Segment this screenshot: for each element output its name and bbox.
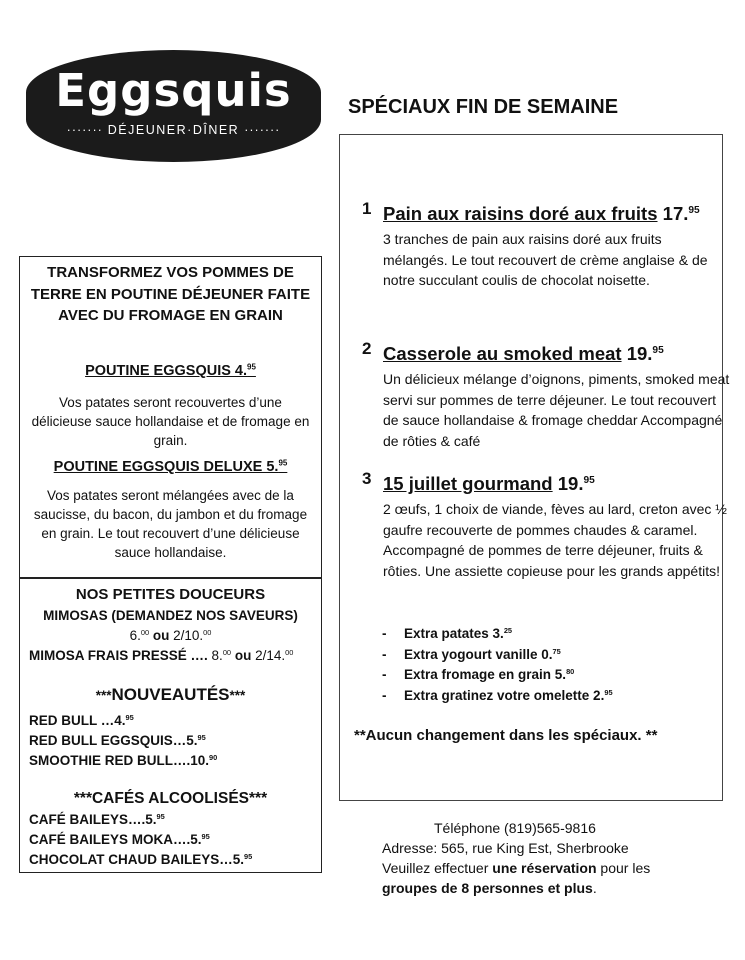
special-name: Pain aux raisins doré aux fruits (383, 203, 658, 224)
extra-item: - Extra patates 3.25 (382, 624, 613, 645)
phone-number: Téléphone (819)565-9816 (434, 820, 596, 836)
poutine-title: POUTINE EGGSQUIS DELUXE 5.95 (53, 458, 288, 475)
special-price: 17. (662, 203, 689, 224)
logo-tagline-text: DÉJEUNER·DÎNER (107, 123, 240, 137)
drinks-box (19, 578, 322, 873)
mimosas-price: 6.00 ou 2/10.00 (129, 627, 212, 643)
drink-item: CAFÉ BAILEYS….5.95 (29, 811, 165, 827)
douceurs-title: NOS PETITES DOUCEURS (75, 586, 266, 603)
poutine-title: POUTINE EGGSQUIS 4.95 (85, 362, 256, 379)
mimosas-line: MIMOSAS (DEMANDEZ NOS SAVEURS) (43, 608, 298, 623)
special-price: 19. (626, 343, 653, 364)
poutine-description: Vos patates seront recouvertes d’une délicieuse sauce hollandaise et de fromage en grain. (31, 395, 310, 448)
drink-item: CAFÉ BAILEYS MOKA….5.95 (29, 831, 210, 847)
special-title (383, 473, 595, 495)
special-price-cents: 95 (652, 344, 664, 356)
drink-item: RED BULL EGGSQUIS…5.95 (29, 732, 206, 748)
poutine-intro: TRANSFORMEZ VOS POMMES DE TERRE EN POUTINE DÉJEUNER FAITE AVEC DU FROMAGE EN GRAIN (30, 264, 311, 324)
extra-item: - Extra fromage en grain 5.80 (382, 665, 613, 686)
special-title (383, 203, 700, 225)
logo-tagline (26, 123, 321, 137)
special-description: 2 œufs, 1 choix de viande, fèves au lard, creton avec ½ gaufre recouverte de pommes chaudes & caramel. Accompagné de pommes de terre déjeuner, fruits & rôties. Une assiette copieuse pour les grands appétits! (383, 501, 727, 579)
restaurant-logo (26, 50, 321, 162)
no-changes-note: **Aucun changement dans les spéciaux. ** (354, 727, 658, 744)
extra-item: - Extra gratinez votre omelette 2.95 (382, 686, 613, 707)
poutine-description: Vos patates seront mélangées avec de la saucisse, du bacon, du jambon et du fromage en grain. Le tout recouvert d’une délicieuse sauce hollandaise. (33, 488, 308, 560)
logo-dots-left: ······· (66, 123, 103, 137)
logo-dots-right: ······· (244, 123, 281, 137)
special-number: 3 (362, 469, 372, 488)
special-title (383, 343, 664, 365)
drink-item: CHOCOLAT CHAUD BAILEYS…5.95 (29, 851, 253, 867)
nouveautes-title: ***NOUVEAUTÉS*** (95, 685, 246, 704)
special-description: Un délicieux mélange d’oignons, piments, smoked meat servi sur pommes de terre déjeuner. Le tout recouvert de sauce hollandaise & fromage cheddar Accompagné de rôties & café (383, 371, 730, 449)
weekend-specials-box (339, 134, 730, 801)
address: Adresse: 565, rue King Est, Sherbrooke (382, 840, 629, 856)
poutine-box (19, 256, 322, 578)
special-number: 2 (362, 339, 372, 358)
special-price-cents: 95 (583, 474, 595, 486)
special-price: 19. (557, 473, 584, 494)
drink-item: RED BULL …4.95 (29, 712, 134, 728)
extras-list (382, 624, 613, 706)
special-name: 15 juillet gourmand (383, 473, 553, 494)
logo-name: Eggsquis (55, 64, 292, 117)
group-size-note: groupes de 8 personnes et plus. (382, 880, 597, 896)
drink-item: SMOOTHIE RED BULL….10.90 (29, 752, 218, 768)
cafes-title: ***CAFÉS ALCOOLISÉS*** (73, 790, 268, 807)
extra-item: - Extra yogourt vanille 0.75 (382, 645, 613, 666)
special-number: 1 (362, 199, 372, 218)
reservation-note: Veuillez effectuer une réservation pour les (382, 860, 651, 876)
special-price-cents: 95 (688, 204, 700, 216)
special-description: 3 tranches de pain aux raisins doré aux fruits mélangés. Le tout recouvert de crème anglaise & de notre succulant coulis de chocolat noisette. (383, 231, 708, 288)
weekend-specials-title: SPÉCIAUX FIN DE SEMAINE (348, 96, 619, 118)
mimosa-frais-line: MIMOSA FRAIS PRESSÉ …. 8.00 ou 2/14.00 (29, 647, 294, 663)
special-name: Casserole au smoked meat (383, 343, 622, 364)
